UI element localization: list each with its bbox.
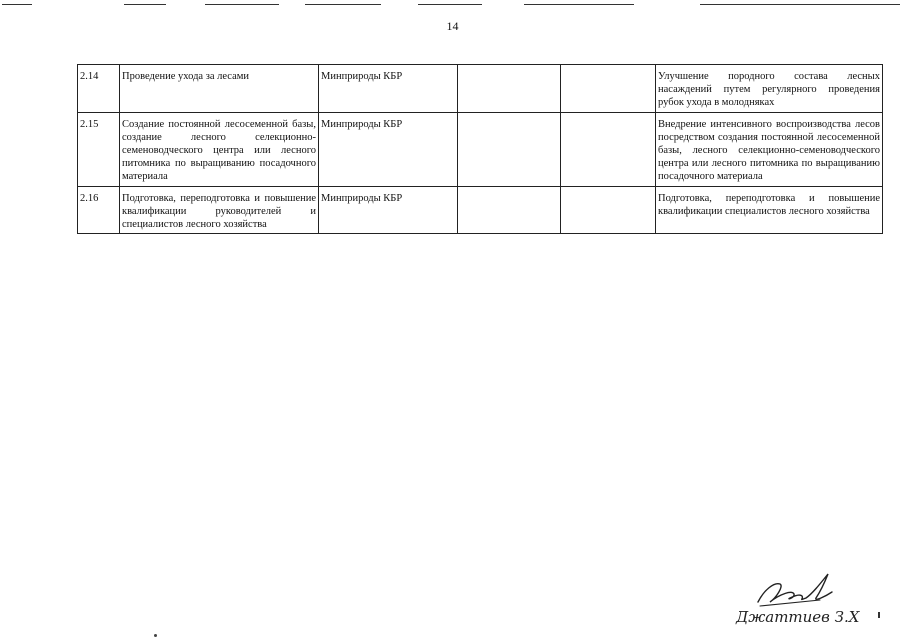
page-number: 14 bbox=[446, 19, 459, 33]
row-number-cell: 2.16 bbox=[78, 186, 120, 234]
table-row bbox=[78, 112, 883, 186]
activity-name-cell: Создание постоянной лесосеменной базы, создание лесного селекционно-семеноводческого центра или лесного питомника по выращиванию посадочного материала bbox=[120, 112, 319, 186]
row-number-cell: 2.14 bbox=[78, 65, 120, 113]
activity-name-cell: Подготовка, переподготовка и повышение квалификации руководителей и специалистов лесного хозяйства bbox=[120, 186, 319, 234]
activity-name-cell: Проведение ухода за лесами bbox=[120, 65, 319, 113]
executor-cell: Минприроды КБР bbox=[319, 186, 458, 234]
table-row bbox=[78, 65, 883, 113]
mark bbox=[154, 634, 157, 637]
mark bbox=[878, 612, 880, 618]
empty-cell bbox=[458, 186, 561, 234]
expected-result-cell: Улучшение породного состава лесных насаждений путем регулярного проведения рубок ухода в молодняках bbox=[656, 65, 883, 113]
executor-cell: Минприроды КБР bbox=[319, 65, 458, 113]
table-row bbox=[78, 186, 883, 234]
empty-cell bbox=[561, 112, 656, 186]
expected-result-cell: Внедрение интенсивного воспроизводства лесов посредством создания постоянной лесосеменной базы, лесного селекционно-семеноводческого центра или лесного питомника по выращиванию посадочного материала bbox=[656, 112, 883, 186]
action-plan-table bbox=[77, 64, 883, 234]
empty-cell bbox=[458, 112, 561, 186]
empty-cell bbox=[561, 65, 656, 113]
expected-result-cell: Подготовка, переподготовка и повышение квалификации специалистов лесного хозяйства bbox=[656, 186, 883, 234]
signature-name: Джаттиев З.Х bbox=[736, 608, 860, 626]
top-rules-from-previous-table bbox=[0, 0, 905, 8]
executor-cell: Минприроды КБР bbox=[319, 112, 458, 186]
empty-cell bbox=[561, 186, 656, 234]
handwritten-signature bbox=[740, 568, 850, 638]
empty-cell bbox=[458, 65, 561, 113]
row-number-cell: 2.15 bbox=[78, 112, 120, 186]
